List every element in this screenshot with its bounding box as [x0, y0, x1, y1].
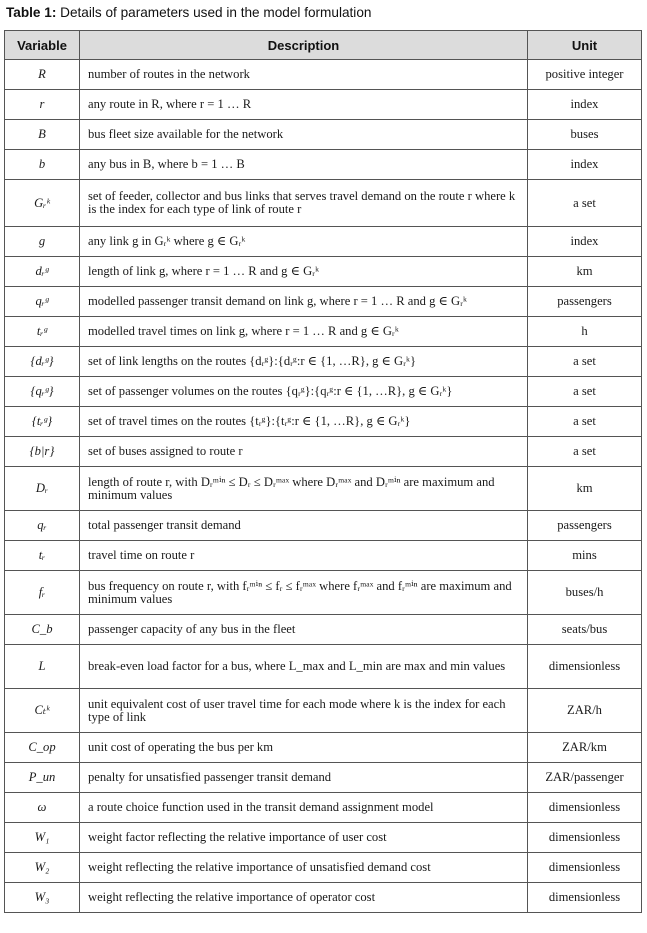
unit-cell: index: [528, 150, 642, 180]
table-row: [5, 287, 642, 317]
table-row: [5, 467, 642, 511]
description-cell: set of passenger volumes on the routes {qᵣᵍ}:{qᵣᵍ:r ∈ {1, …R}, g ∈ Gᵣᵏ}: [80, 377, 528, 407]
description-cell: modelled passenger transit demand on link g, where r = 1 … R and g ∈ Gᵣᵏ: [80, 287, 528, 317]
table-label: Table 1:: [6, 5, 57, 20]
variable-cell: W₁: [5, 823, 80, 853]
variable-cell: r: [5, 90, 80, 120]
description-cell: set of feeder, collector and bus links that serves travel demand on the route r where k is the index for each type of link of route r: [80, 180, 528, 227]
description-cell: weight reflecting the relative importance of operator cost: [80, 883, 528, 913]
variable-cell: C_op: [5, 733, 80, 763]
unit-cell: index: [528, 90, 642, 120]
table-row: [5, 853, 642, 883]
variable-cell: {qᵣᵍ}: [5, 377, 80, 407]
variable-cell: qᵣ: [5, 511, 80, 541]
variable-cell: Cₜᵏ: [5, 689, 80, 733]
unit-cell: h: [528, 317, 642, 347]
description-cell: number of routes in the network: [80, 60, 528, 90]
table-row: [5, 571, 642, 615]
variable-cell: {dᵣᵍ}: [5, 347, 80, 377]
table-row: [5, 615, 642, 645]
unit-cell: mins: [528, 541, 642, 571]
variable-cell: {tᵣᵍ}: [5, 407, 80, 437]
description-cell: bus frequency on route r, with fᵣᵐⁱⁿ ≤ fᵣ ≤ fᵣᵐᵃˣ where fᵣᵐᵃˣ and fᵣᵐⁱⁿ are maximum and minimum values: [80, 571, 528, 615]
description-cell: set of buses assigned to route r: [80, 437, 528, 467]
description-cell: any link g in Gᵣᵏ where g ∈ Gᵣᵏ: [80, 227, 528, 257]
variable-cell: qᵣᵍ: [5, 287, 80, 317]
description-cell: weight factor reflecting the relative importance of user cost: [80, 823, 528, 853]
table-row: [5, 689, 642, 733]
variable-cell: L: [5, 645, 80, 689]
unit-cell: dimensionless: [528, 883, 642, 913]
variable-cell: dᵣᵍ: [5, 257, 80, 287]
table-row: [5, 733, 642, 763]
table-row: [5, 823, 642, 853]
table-row: [5, 793, 642, 823]
variable-cell: R: [5, 60, 80, 90]
variable-cell: Gᵣᵏ: [5, 180, 80, 227]
table-row: [5, 180, 642, 227]
unit-cell: dimensionless: [528, 853, 642, 883]
column-header-description: Description: [80, 31, 528, 60]
table-row: [5, 257, 642, 287]
table-row: [5, 437, 642, 467]
description-cell: any route in R, where r = 1 … R: [80, 90, 528, 120]
description-cell: unit cost of operating the bus per km: [80, 733, 528, 763]
table-title: Details of parameters used in the model formulation: [60, 5, 372, 20]
unit-cell: passengers: [528, 511, 642, 541]
unit-cell: passengers: [528, 287, 642, 317]
table-row: [5, 511, 642, 541]
variable-cell: b: [5, 150, 80, 180]
table-row: [5, 317, 642, 347]
description-cell: modelled travel times on link g, where r = 1 … R and g ∈ Gᵣᵏ: [80, 317, 528, 347]
unit-cell: a set: [528, 180, 642, 227]
column-header-unit: Unit: [528, 31, 642, 60]
unit-cell: buses/h: [528, 571, 642, 615]
description-cell: unit equivalent cost of user travel time for each mode where k is the index for each type of link: [80, 689, 528, 733]
variable-cell: B: [5, 120, 80, 150]
variable-cell: C_b: [5, 615, 80, 645]
unit-cell: ZAR/h: [528, 689, 642, 733]
description-cell: a route choice function used in the transit demand assignment model: [80, 793, 528, 823]
unit-cell: a set: [528, 437, 642, 467]
variable-cell: {b|r}: [5, 437, 80, 467]
unit-cell: dimensionless: [528, 645, 642, 689]
parameters-table: [4, 30, 642, 913]
unit-cell: buses: [528, 120, 642, 150]
description-cell: length of link g, where r = 1 … R and g ∈ Gᵣᵏ: [80, 257, 528, 287]
description-cell: any bus in B, where b = 1 … B: [80, 150, 528, 180]
unit-cell: positive integer: [528, 60, 642, 90]
variable-cell: tᵣ: [5, 541, 80, 571]
unit-cell: a set: [528, 347, 642, 377]
table-row: [5, 407, 642, 437]
description-cell: penalty for unsatisfied passenger transit demand: [80, 763, 528, 793]
description-cell: passenger capacity of any bus in the fleet: [80, 615, 528, 645]
table-caption: [6, 5, 371, 20]
unit-cell: index: [528, 227, 642, 257]
table-row: [5, 150, 642, 180]
variable-cell: ω: [5, 793, 80, 823]
unit-cell: km: [528, 467, 642, 511]
table-row: [5, 120, 642, 150]
description-cell: set of travel times on the routes {tᵣᵍ}:{tᵣᵍ:r ∈ {1, …R}, g ∈ Gᵣᵏ}: [80, 407, 528, 437]
variable-cell: P_un: [5, 763, 80, 793]
description-cell: total passenger transit demand: [80, 511, 528, 541]
description-cell: bus fleet size available for the network: [80, 120, 528, 150]
description-cell: break-even load factor for a bus, where L_max and L_min are max and min values: [80, 645, 528, 689]
table-row: [5, 347, 642, 377]
variable-cell: Dᵣ: [5, 467, 80, 511]
description-cell: set of link lengths on the routes {dᵣᵍ}:{dᵣᵍ:r ∈ {1, …R}, g ∈ Gᵣᵏ}: [80, 347, 528, 377]
variable-cell: fᵣ: [5, 571, 80, 615]
header-row: [5, 31, 642, 60]
unit-cell: a set: [528, 407, 642, 437]
variable-cell: W₃: [5, 883, 80, 913]
table-row: [5, 227, 642, 257]
table-row: [5, 60, 642, 90]
unit-cell: seats/bus: [528, 615, 642, 645]
unit-cell: km: [528, 257, 642, 287]
description-cell: travel time on route r: [80, 541, 528, 571]
unit-cell: a set: [528, 377, 642, 407]
description-cell: weight reflecting the relative importance of unsatisfied demand cost: [80, 853, 528, 883]
table-row: [5, 645, 642, 689]
table-row: [5, 377, 642, 407]
unit-cell: ZAR/km: [528, 733, 642, 763]
table-row: [5, 763, 642, 793]
variable-cell: W₂: [5, 853, 80, 883]
unit-cell: ZAR/passenger: [528, 763, 642, 793]
unit-cell: dimensionless: [528, 793, 642, 823]
table-row: [5, 883, 642, 913]
unit-cell: dimensionless: [528, 823, 642, 853]
column-header-variable: Variable: [5, 31, 80, 60]
table-row: [5, 541, 642, 571]
table-row: [5, 90, 642, 120]
description-cell: length of route r, with Dᵣᵐⁱⁿ ≤ Dᵣ ≤ Dᵣᵐᵃˣ where Dᵣᵐᵃˣ and Dᵣᵐⁱⁿ are maximum and minimum values: [80, 467, 528, 511]
variable-cell: tᵣᵍ: [5, 317, 80, 347]
variable-cell: g: [5, 227, 80, 257]
